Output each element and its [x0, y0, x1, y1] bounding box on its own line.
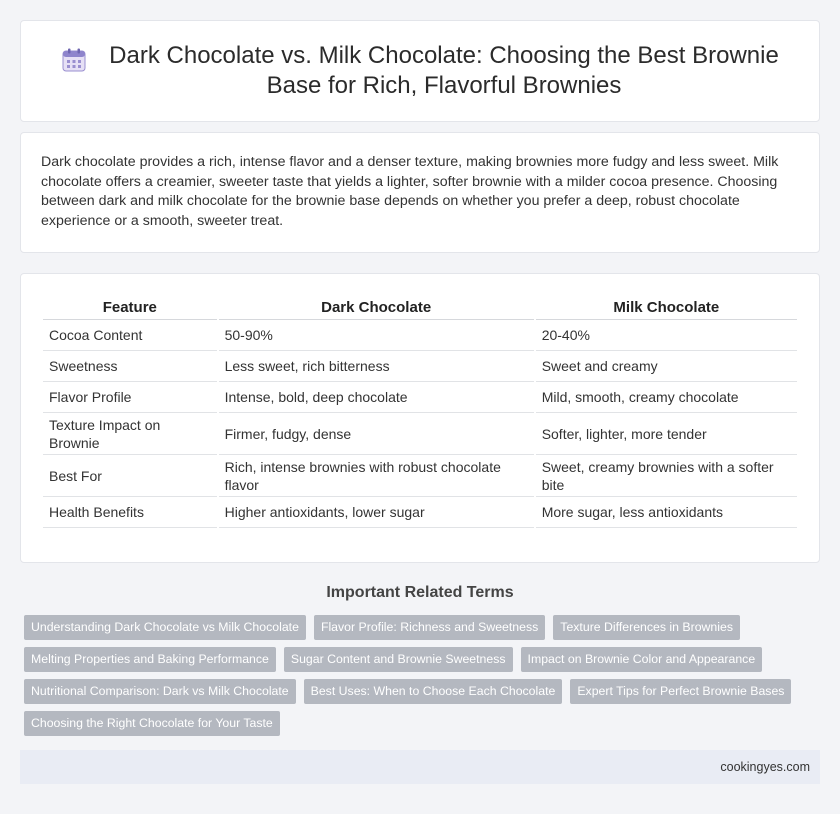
table-cell: Softer, lighter, more tender [536, 413, 797, 455]
related-tag[interactable]: Choosing the Right Chocolate for Your Taste [24, 711, 280, 736]
table-cell: Sweetness [43, 351, 217, 382]
intro-card [20, 132, 820, 253]
footer [20, 750, 820, 784]
table-row [43, 455, 797, 497]
calendar-icon [61, 47, 87, 73]
table-cell: Health Benefits [43, 497, 217, 528]
table-cell: More sugar, less antioxidants [536, 497, 797, 528]
table-row [43, 320, 797, 351]
related-tag[interactable]: Sugar Content and Brownie Sweetness [284, 647, 513, 672]
related-tag[interactable]: Expert Tips for Perfect Brownie Bases [570, 679, 791, 704]
header-dark-chocolate: Dark Chocolate [219, 294, 534, 320]
related-tag[interactable]: Understanding Dark Chocolate vs Milk Chocolate [24, 615, 306, 640]
table-cell: 50-90% [219, 320, 534, 351]
footer-site-link[interactable]: cookingyes.com [720, 760, 810, 774]
table-cell: Texture Impact on Brownie [43, 413, 217, 455]
related-tag[interactable]: Impact on Brownie Color and Appearance [521, 647, 763, 672]
related-terms-title: Important Related Terms [326, 584, 514, 601]
intro-paragraph: Dark chocolate provides a rich, intense flavor and a denser texture, making brownies more fudgy and less sweet. Milk chocolate offers a creamier, sweeter taste that yields a lighter, softer brownie with a milder cocoa presence. Choosing between dark and milk chocolate for the brownie base depends on whether you prefer a deep, robust chocolate experience or a smooth, sweeter treat. [41, 154, 779, 229]
related-tag[interactable]: Melting Properties and Baking Performance [24, 647, 276, 672]
related-tag[interactable]: Texture Differences in Brownies [553, 615, 740, 640]
table-header-row [43, 294, 797, 320]
comparison-card [20, 273, 820, 563]
title-wrap [21, 41, 819, 101]
table-cell: Best For [43, 455, 217, 497]
table-row [43, 382, 797, 413]
table-cell: Cocoa Content [43, 320, 217, 351]
table-cell: Less sweet, rich bitterness [219, 351, 534, 382]
table-row [43, 413, 797, 455]
related-tag[interactable]: Flavor Profile: Richness and Sweetness [314, 615, 545, 640]
table-cell: Sweet, creamy brownies with a softer bite [536, 455, 797, 497]
header-milk-chocolate: Milk Chocolate [536, 294, 797, 320]
comparison-table [41, 294, 799, 528]
table-row [43, 351, 797, 382]
table-cell: Sweet and creamy [536, 351, 797, 382]
related-tags [24, 615, 824, 743]
table-cell: 20-40% [536, 320, 797, 351]
table-cell: Firmer, fudgy, dense [219, 413, 534, 455]
table-row [43, 497, 797, 528]
related-tag[interactable]: Best Uses: When to Choose Each Chocolate [304, 679, 563, 704]
title-card [20, 20, 820, 122]
related-tag[interactable]: Nutritional Comparison: Dark vs Milk Chocolate [24, 679, 296, 704]
header-feature: Feature [43, 294, 217, 320]
table-cell: Higher antioxidants, lower sugar [219, 497, 534, 528]
page-title: Dark Chocolate vs. Milk Chocolate: Choosing the Best Brownie Base for Rich, Flavorful Brownies [109, 42, 779, 99]
table-cell: Intense, bold, deep chocolate [219, 382, 534, 413]
table-cell: Rich, intense brownies with robust chocolate flavor [219, 455, 534, 497]
table-cell: Mild, smooth, creamy chocolate [536, 382, 797, 413]
table-cell: Flavor Profile [43, 382, 217, 413]
